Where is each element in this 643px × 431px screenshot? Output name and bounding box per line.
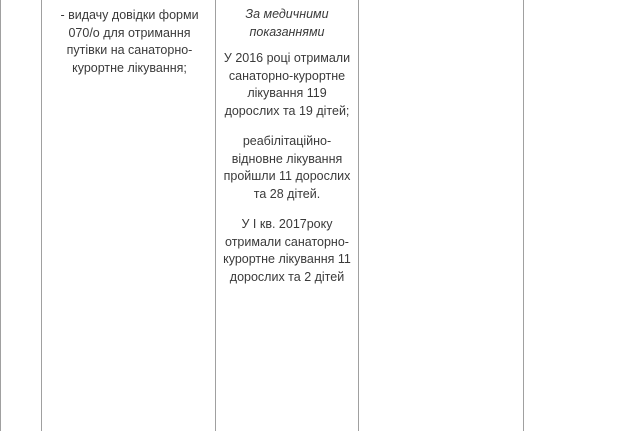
service-description: - видачу довідки форми 070/о для отримання путівки на санаторно-курортне лікування; bbox=[60, 8, 199, 75]
table-row bbox=[1, 0, 643, 431]
table-cell-results bbox=[216, 0, 359, 431]
results-paragraph-rehab: реабілітаційно-відновне лікування пройшли 11 дорослих та 28 дітей. bbox=[223, 134, 351, 201]
results-heading: За медичними показаннями bbox=[245, 7, 329, 39]
table-cell-empty-2 bbox=[524, 0, 643, 431]
table-cell-empty-1 bbox=[359, 0, 524, 431]
results-paragraph-2016: У 2016 році отримали санаторно-курортне лікування 119 дорослих та 19 дітей; bbox=[223, 51, 351, 118]
table-cell-service bbox=[42, 0, 216, 431]
results-paragraph-2017: У І кв. 2017року отримали санаторно-курортне лікування 11 дорослих та 2 дітей bbox=[223, 217, 351, 284]
table-cell-number bbox=[1, 0, 42, 431]
